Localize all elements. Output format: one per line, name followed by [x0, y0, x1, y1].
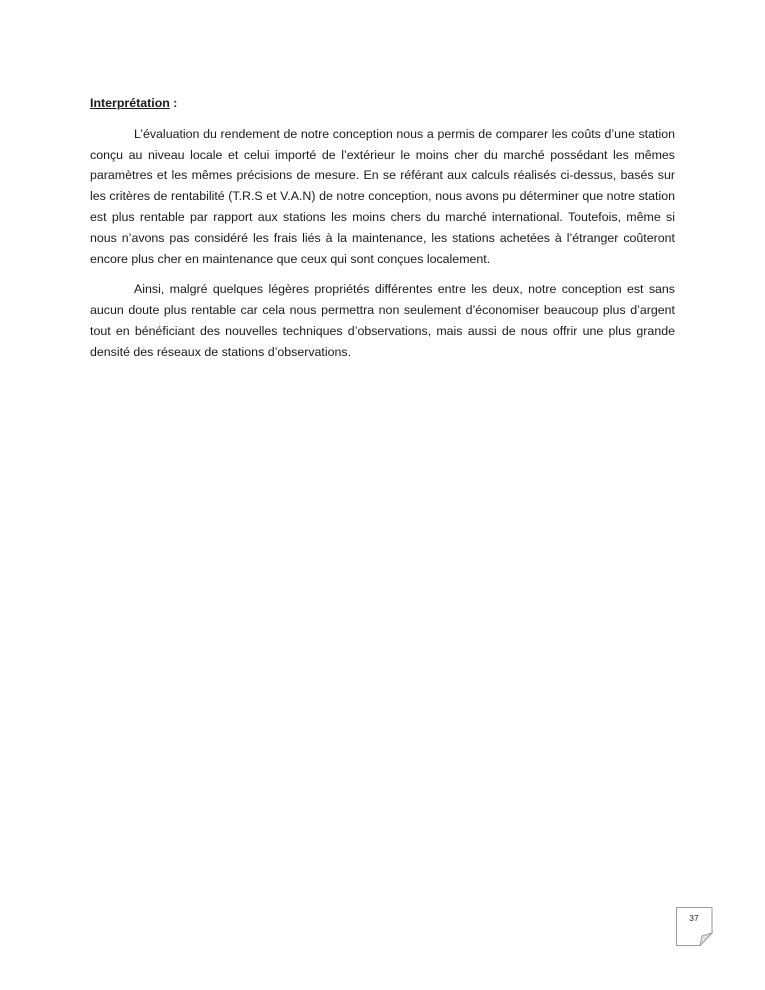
page-number: 37 [689, 913, 699, 923]
page-content [90, 93, 675, 373]
section-heading-colon: : [169, 96, 178, 110]
paragraph-2: Ainsi, malgré quelques légères propriétés différentes entre les deux, notre conception est sans aucun doute plus rentable car cela nous permettra non seulement d’économiser beaucoup plus d’argent tout en bénéficiant des nouvelles techniques d’observations, mais aussi de nous offrir une plus grande densité des réseaux de stations d’observations. [90, 282, 675, 359]
section-heading [90, 93, 675, 114]
page-number-box [676, 907, 712, 945]
paragraph-1: L’évaluation du rendement de notre conception nous a permis de comparer les coûts d’une station conçu au niveau locale et celui importé de l’extérieur le moins cher du marché possédant les mêmes paramètres et les mêmes précisions de mesure. En se référant aux calculs réalisés ci-dessus, basés sur les critères de rentabilité (T.R.S et V.A.N) de notre conception, nous avons pu déterminer que notre station est plus rentable par rapport aux stations les moins chers du marché international. Toutefois, même si nous n’avons pas considéré les frais liés à la maintenance, les stations achetées à l’étranger coûteront encore plus cher en maintenance que ceux qui sont conçues localement. [90, 126, 675, 266]
section-heading-text: Interprétation [90, 96, 170, 110]
